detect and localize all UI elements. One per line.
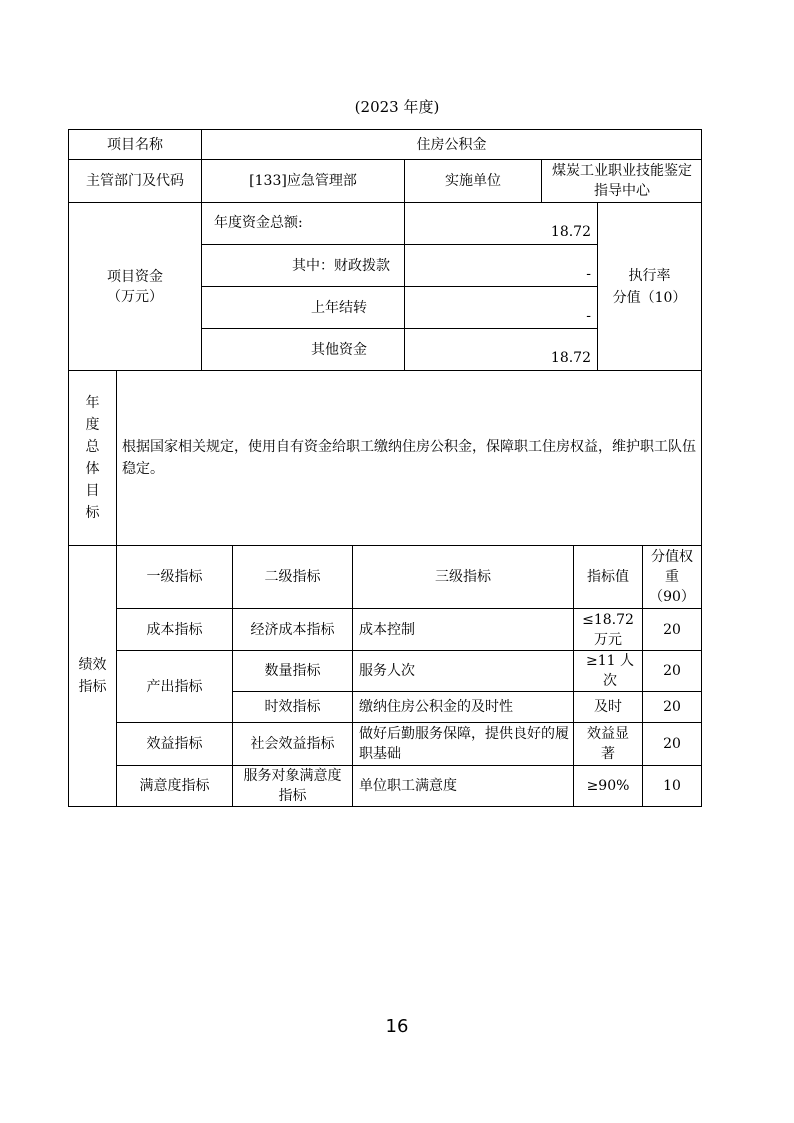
row5-level1: 满意度指标	[139, 778, 210, 794]
row2-value: ≥11 人次	[586, 653, 634, 689]
row4-value: 效益显著	[587, 726, 629, 762]
row3-level2: 时效指标	[264, 699, 321, 715]
dept-label: 主管部门及代码	[86, 173, 184, 189]
row1-level3: 成本控制	[359, 621, 415, 638]
row4-level3: 做好后勤服务保障，提供良好的履职基础	[359, 726, 569, 762]
year-title: (2023 年度)	[354, 98, 440, 116]
funds-other-value: 18.72	[550, 350, 591, 366]
row2-level2: 数量指标	[264, 663, 321, 679]
goal-label: 年 度 总 体 目 标	[85, 395, 100, 521]
funds-total-value: 18.72	[550, 224, 591, 240]
project-name-label: 项目名称	[107, 136, 163, 153]
funds-fiscal-label: 其中：财政拨款	[292, 258, 390, 274]
header-level2: 二级指标	[264, 569, 321, 585]
header-level3: 三级指标	[435, 569, 491, 585]
row2-level1: 产出指标	[146, 678, 203, 695]
row1-value: ≤18.72万元	[582, 611, 634, 648]
exec-rate-label: 执行率 分值（10）	[612, 267, 687, 306]
row1-level2: 经济成本指标	[250, 621, 335, 638]
impl-unit-value: 煤炭工业职业技能鉴定指导中心	[552, 163, 692, 199]
row3-level3: 缴纳住房公积金的及时性	[359, 699, 513, 715]
row5-level2: 服务对象满意度指标	[243, 768, 342, 804]
row5-weight: 10	[663, 778, 681, 794]
header-weight: 分值权重（90）	[649, 549, 695, 605]
header-level1: 一级指标	[146, 569, 203, 585]
goal-text: 根据国家相关规定，使用自有资金给职工缴纳住房公积金，保障职工住房权益，维护职工队伍稳定。	[122, 439, 696, 477]
row3-value: 及时	[594, 699, 622, 715]
row1-weight: 20	[663, 621, 681, 638]
row5-level3: 单位职工满意度	[359, 778, 457, 794]
row4-level2: 社会效益指标	[250, 736, 335, 752]
funds-label: 项目资金 （万元）	[107, 268, 163, 305]
dept-value: [133]应急管理部	[249, 173, 357, 189]
page-number: 16	[385, 1016, 409, 1037]
row4-level1: 效益指标	[146, 736, 203, 752]
funds-carryover-value: -	[586, 308, 591, 324]
funds-other-label: 其他资金	[311, 342, 367, 358]
header-value: 指标值	[587, 569, 629, 585]
row4-weight: 20	[663, 736, 681, 752]
funds-total-label: 年度资金总额:	[214, 215, 303, 231]
project-name-value: 住房公积金	[416, 136, 487, 153]
performance-label: 绩效 指标	[78, 657, 107, 695]
row2-level3: 服务人次	[359, 663, 415, 679]
row2-weight: 20	[663, 663, 681, 679]
impl-unit-label: 实施单位	[445, 173, 501, 189]
funds-fiscal-value: -	[586, 266, 591, 282]
row5-value: ≥90%	[586, 778, 630, 794]
funds-carryover-label: 上年结转	[311, 300, 367, 316]
row3-weight: 20	[663, 699, 681, 715]
row1-level1: 成本指标	[146, 621, 203, 638]
